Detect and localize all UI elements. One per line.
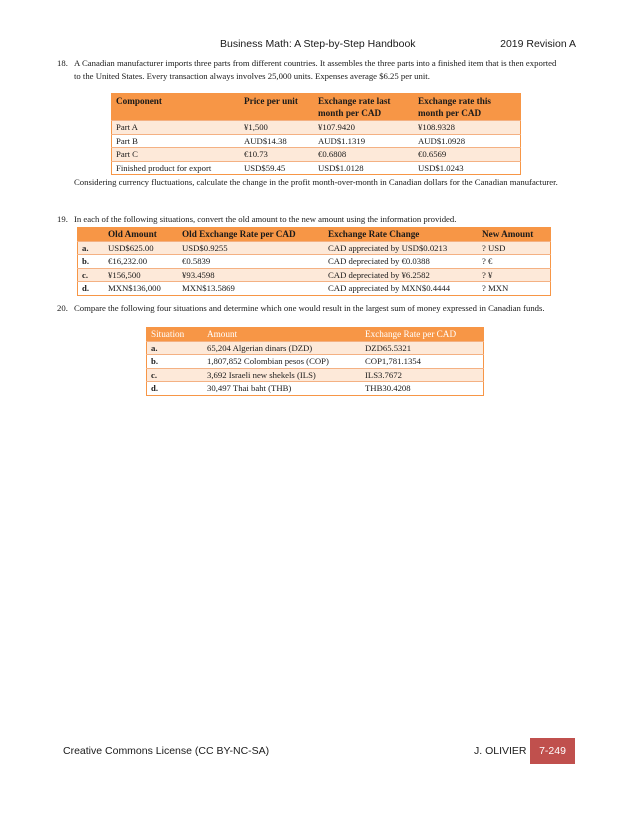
table-cell: CAD depreciated by ¥6.2582 bbox=[324, 268, 478, 282]
book-title: Business Math: A Step-by-Step Handbook bbox=[220, 38, 416, 50]
table-cell: ¥156,500 bbox=[104, 268, 178, 282]
table-cell: ¥1,500 bbox=[240, 121, 314, 135]
row-letter: d. bbox=[147, 382, 204, 396]
table-cell: €0.6569 bbox=[414, 148, 521, 162]
row-letter: b. bbox=[78, 255, 105, 269]
page-number-badge: 7-249 bbox=[530, 738, 575, 764]
table-row bbox=[147, 382, 484, 396]
author-name: J. OLIVIER bbox=[474, 745, 527, 757]
table-cell: ? MXN bbox=[478, 282, 551, 296]
table-cell: AUD$14.38 bbox=[240, 134, 314, 148]
table-cell: ? € bbox=[478, 255, 551, 269]
question-20 bbox=[57, 302, 565, 315]
table-cell: MXN$13.5869 bbox=[178, 282, 324, 296]
license-text: Creative Commons License (CC BY-NC-SA) bbox=[63, 745, 270, 757]
column-header: Old Amount bbox=[104, 228, 178, 242]
table-row bbox=[78, 255, 551, 269]
row-letter: c. bbox=[147, 368, 204, 382]
table-cell: ¥107.9420 bbox=[314, 121, 414, 135]
row-letter: a. bbox=[147, 341, 204, 355]
table-row bbox=[112, 148, 521, 162]
table-cell: €0.6808 bbox=[314, 148, 414, 162]
table-cell: CAD appreciated by USD$0.0213 bbox=[324, 241, 478, 255]
components-table bbox=[111, 93, 521, 175]
question-text: In each of the following situations, convert the old amount to the new amount using the information provided. bbox=[74, 214, 457, 224]
table-row bbox=[112, 134, 521, 148]
followup-text: Considering currency fluctuations, calculate the change in the profit month-over-month in Canadian dollars for the Canadian manufacturer. bbox=[74, 177, 558, 187]
table-row bbox=[112, 121, 521, 135]
table-cell: CAD depreciated by €0.0388 bbox=[324, 255, 478, 269]
question-18 bbox=[57, 57, 565, 82]
table-cell: ¥108.9328 bbox=[414, 121, 521, 135]
table-cell: Part A bbox=[112, 121, 241, 135]
table-cell: Part B bbox=[112, 134, 241, 148]
table-cell: COP1,781.1354 bbox=[361, 355, 484, 369]
table-row bbox=[78, 268, 551, 282]
table-cell: USD$0.9255 bbox=[178, 241, 324, 255]
table-cell: MXN$136,000 bbox=[104, 282, 178, 296]
table-row bbox=[147, 368, 484, 382]
row-letter: c. bbox=[78, 268, 105, 282]
table-cell: USD$59.45 bbox=[240, 161, 314, 175]
conversion-table bbox=[77, 227, 551, 296]
table-cell: 3,692 Israeli new shekels (ILS) bbox=[203, 368, 361, 382]
table-cell: 65,204 Algerian dinars (DZD) bbox=[203, 341, 361, 355]
question-number: 20. bbox=[57, 303, 68, 313]
table-cell: €0.5839 bbox=[178, 255, 324, 269]
table-cell: ? USD bbox=[478, 241, 551, 255]
question-18-followup bbox=[57, 176, 565, 189]
table-header-row bbox=[78, 228, 551, 242]
table-cell: ? ¥ bbox=[478, 268, 551, 282]
table-cell: AUD$1.1319 bbox=[314, 134, 414, 148]
table-cell: AUD$1.0928 bbox=[414, 134, 521, 148]
table-cell: Finished product for export bbox=[112, 161, 241, 175]
table-cell: USD$1.0243 bbox=[414, 161, 521, 175]
column-header: Price per unit bbox=[240, 94, 314, 121]
row-letter: d. bbox=[78, 282, 105, 296]
question-19 bbox=[57, 213, 565, 226]
question-text: A Canadian manufacturer imports three parts from different countries. It assembles the three parts into a finished item that is then exported to the United States. Every transaction always involves 25,000 units. Expenses average $6.25 per unit. bbox=[74, 58, 557, 81]
table-cell: 30,497 Thai baht (THB) bbox=[203, 382, 361, 396]
table-row bbox=[147, 355, 484, 369]
table-header-row bbox=[147, 328, 484, 342]
table-cell: Part C bbox=[112, 148, 241, 162]
table-cell: DZD65.5321 bbox=[361, 341, 484, 355]
running-header bbox=[220, 38, 576, 50]
table-row bbox=[78, 241, 551, 255]
column-header: Old Exchange Rate per CAD bbox=[178, 228, 324, 242]
column-header: Exchange rate this month per CAD bbox=[414, 94, 521, 121]
column-header: Amount bbox=[203, 328, 361, 342]
table-cell: THB30.4208 bbox=[361, 382, 484, 396]
column-header bbox=[78, 228, 105, 242]
column-header: Exchange Rate Change bbox=[324, 228, 478, 242]
question-number: 18. bbox=[57, 58, 68, 68]
row-letter: a. bbox=[78, 241, 105, 255]
table-header-row bbox=[112, 94, 521, 121]
column-header: New Amount bbox=[478, 228, 551, 242]
table-row bbox=[78, 282, 551, 296]
table-cell: €16,232.00 bbox=[104, 255, 178, 269]
table-cell: ILS3.7672 bbox=[361, 368, 484, 382]
column-header: Component bbox=[112, 94, 241, 121]
table-cell: €10.73 bbox=[240, 148, 314, 162]
column-header: Situation bbox=[147, 328, 204, 342]
table-cell: USD$625.00 bbox=[104, 241, 178, 255]
question-number: 19. bbox=[57, 214, 68, 224]
column-header: Exchange Rate per CAD bbox=[361, 328, 484, 342]
column-header: Exchange rate last month per CAD bbox=[314, 94, 414, 121]
table-cell: ¥93.4598 bbox=[178, 268, 324, 282]
table-row bbox=[112, 161, 521, 175]
table-cell: CAD appreciated by MXN$0.4444 bbox=[324, 282, 478, 296]
question-text: Compare the following four situations and determine which one would result in the largest sum of money expressed in Canadian funds. bbox=[74, 303, 545, 313]
table-cell: USD$1.0128 bbox=[314, 161, 414, 175]
table-cell: 1,807,852 Colombian pesos (COP) bbox=[203, 355, 361, 369]
table-row bbox=[147, 341, 484, 355]
book-revision: 2019 Revision A bbox=[500, 38, 576, 50]
situations-table bbox=[146, 327, 484, 396]
row-letter: b. bbox=[147, 355, 204, 369]
